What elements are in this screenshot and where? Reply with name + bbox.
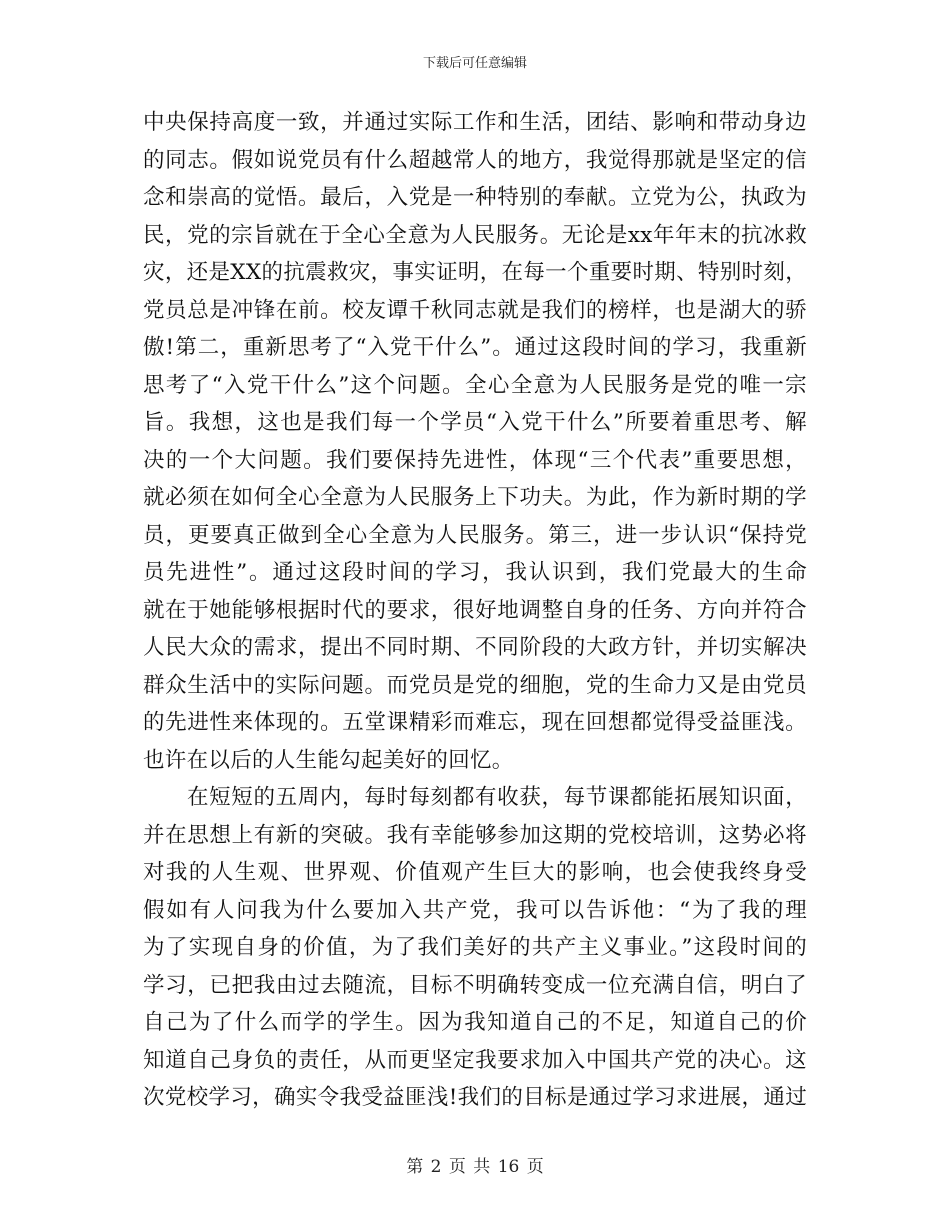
text-line: 中央保持高度一致，并通过实际工作和生活，团结、影响和带动身边 — [143, 110, 807, 135]
text-line: 就必须在如何全心全意为人民服务上下功夫。为此，作为新时期的学 — [143, 485, 807, 510]
text-line: 决的一个大问题。我们要保持先进性，体现“三个代表”重要思想， — [143, 447, 807, 473]
text-line: 人民大众的需求，提出不同时期、不同阶段的大政方针，并切实解决 — [143, 635, 807, 660]
document-body — [143, 104, 807, 1117]
paragraph — [143, 779, 807, 1117]
text-line: 在短短的五周内，每时每刻都有收获，每节课都能拓展知识面， — [187, 785, 807, 810]
text-line: 员，更要真正做到全心全意为人民服务。第三，进一步认识“保持党 — [143, 522, 807, 548]
text-line: 自己为了什么而学的学生。因为我知道自己的不足，知道自己的价 — [143, 1010, 807, 1035]
text-line: 为了实现自身的价值，为了我们美好的共产主义事业。”这段时间的 — [143, 935, 807, 960]
text-line: 学习，已把我由过去随流，目标不明确转变成一位充满自信，明白了 — [143, 972, 807, 998]
text-line: 傲!第二，重新思考了“入党干什么”。通过这段时间的学习，我重新 — [143, 335, 807, 360]
text-line: 思考了“入党干什么”这个问题。全心全意为人民服务是党的唯一宗 — [143, 372, 807, 398]
text-line: 并在思想上有新的突破。我有幸能够参加这期的党校培训，这势必将 — [143, 822, 807, 848]
page-header: 下载后可任意编辑 — [422, 56, 527, 71]
text-line: 的同志。假如说党员有什么超越常人的地方，我觉得那就是坚定的信 — [143, 147, 807, 173]
text-line: 党员总是冲锋在前。校友谭千秋同志就是我们的榜样，也是湖大的骄 — [143, 297, 807, 323]
text-line: 民，党的宗旨就在于全心全意为人民服务。无论是xx年年末的抗冰救 — [143, 222, 807, 248]
text-line: 的先进性来体现的。五堂课精彩而难忘，现在回想都觉得受益匪浅。 — [143, 710, 807, 735]
text-line: 对我的人生观、世界观、价值观产生巨大的影响，也会使我终身受 — [143, 860, 807, 885]
text-line: 知道自己身负的责任，从而更坚定我要求加入中国共产党的决心。这 — [143, 1047, 807, 1073]
paragraph — [143, 104, 807, 779]
text-line: 旨。我想，这也是我们每一个学员“入党干什么”所要着重思考、解 — [143, 410, 807, 435]
text-line: 群众生活中的实际问题。而党员是党的细胞，党的生命力又是由党员 — [143, 672, 807, 698]
page-number: 第 2 页 共 16 页 — [406, 1157, 544, 1177]
text-line: 员先进性”。通过这段时间的学习，我认识到，我们党最大的生命 — [143, 560, 807, 585]
text-line: 就在于她能够根据时代的要求，很好地调整自身的任务、方向并符合 — [143, 597, 807, 623]
text-line: 灾，还是XX的抗震救灾，事实证明，在每一个重要时期、特别时刻， — [143, 260, 807, 285]
text-line: 次党校学习，确实令我受益匪浅!我们的目标是通过学习求进展，通过 — [143, 1085, 807, 1110]
text-line: 念和崇高的觉悟。最后，入党是一种特别的奉献。立党为公，执政为 — [143, 185, 807, 210]
text-line: 假如有人问我为什么要加入共产党，我可以告诉他：“为了我的理 — [143, 897, 807, 923]
text-line: 也许在以后的人生能勾起美好的回忆。 — [143, 747, 514, 773]
